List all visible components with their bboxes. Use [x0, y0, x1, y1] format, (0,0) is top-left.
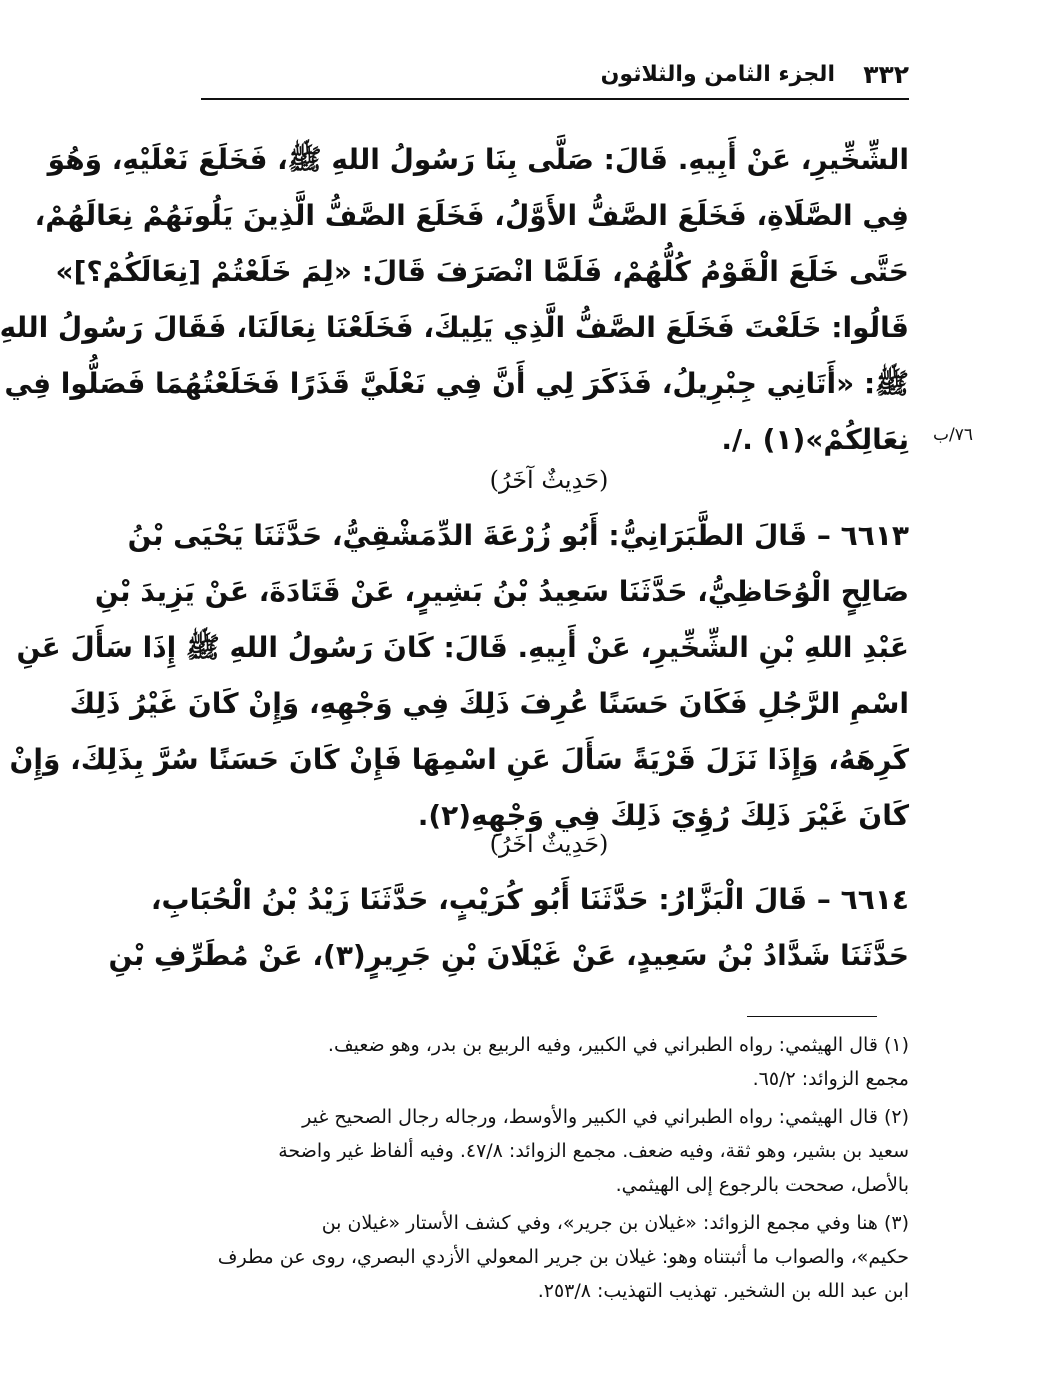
text-line: قَالُوا: خَلَعْتَ فَخَلَعَ الصَّفُّ الَّذِي يَلِيكَ، فَخَلَعْنَا نِعَالَنَا، فَقَالَ رَسُولُ اللهِ	[0, 311, 909, 344]
footnote-line: بالأصل، صححت بالرجوع إلى الهيثمي.	[615, 1174, 909, 1196]
text-line: ﷺ: «أَتَانِي جِبْرِيلُ، فَذَكَرَ لِي أَنَّ فِي نَعْلَيَّ قَذَرًا فَخَلَعْتُهُمَا فَصَلُّوا فِي	[4, 367, 909, 400]
footnote-line: (٣) هنا وفي مجمع الزوائد: «غيلان بن جرير»، وفي كشف الأستار «غيلان بن	[321, 1212, 909, 1234]
hadith-6613	[9, 508, 909, 844]
text-line: صَالِحٍ الْوُحَاظِيُّ، حَدَّثَنَا سَعِيدُ بْنُ بَشِيرٍ، عَنْ قَتَادَةَ، عَنْ يَزِيدَ بْنِ	[94, 575, 909, 608]
footnote-line: حكيم»، والصواب ما أثبتناه وهو: غيلان بن جرير المعولي الأزدي البصري، روى عن مطرف	[217, 1246, 909, 1268]
page-number: ٣٣٢	[863, 60, 909, 89]
running-title: الجزء الثامن والثلاثون	[600, 62, 835, 87]
footnote-line: سعيد بن بشير، وهو ثقة، وفيه ضعف. مجمع الزوائد: ٤٧/٨. وفيه ألفاظ غير واضحة	[278, 1140, 909, 1162]
text-line: كَانَ غَيْرَ ذَلِكَ رُؤِيَ ذَلِكَ فِي وَجْهِهِ(٢).	[417, 799, 909, 832]
section-heading: (حَدِيثٌ آخَرُ)	[489, 466, 609, 494]
text-line: فِي الصَّلَاةِ، فَخَلَعَ الصَّفُّ الأَوَّلُ، فَخَلَعَ الصَّفُّ الَّذِينَ يَلُونَهُمْ نِعَالَهُمْ،	[34, 199, 909, 232]
text-line: اسْمِ الرَّجُلِ فَكَانَ حَسَنًا عُرِفَ ذَلِكَ فِي وَجْهِهِ، وَإِنْ كَانَ غَيْرُ ذَلِكَ	[69, 687, 909, 720]
passage-continued	[0, 132, 909, 468]
section-heading: (حَدِيثٌ آخَرُ)	[489, 830, 609, 858]
page-header	[201, 58, 909, 98]
footnote-line: (٢) قال الهيثمي: رواه الطبراني في الكبير والأوسط، ورجاله رجال الصحيح غير	[302, 1106, 909, 1128]
text-line: عَبْدِ اللهِ بْنِ الشِّخِّيرِ، عَنْ أَبِيهِ. قَالَ: كَانَ رَسُولُ اللهِ ﷺ إِذَا سَأَلَ عَنِ	[16, 631, 909, 664]
footnote-line: ابن عبد الله بن الشخير. تهذيب التهذيب: ٢٥٣/٨.	[537, 1280, 909, 1302]
text-line: الشِّخِّيرِ، عَنْ أَبِيهِ. قَالَ: صَلَّى بِنَا رَسُولُ اللهِ ﷺ، فَخَلَعَ نَعْلَيْهِ، وَهُوَ	[47, 143, 909, 176]
footnote-rule	[747, 1016, 877, 1017]
hadith-6614	[108, 872, 909, 984]
text-line: حَتَّى خَلَعَ الْقَوْمُ كُلُّهُمْ، فَلَمَّا انْصَرَفَ قَالَ: «لِمَ خَلَعْتُمْ [نِعَالَكُمْ؟]»	[55, 255, 909, 288]
text-line: نِعَالِكُمْ»(١) ./.	[721, 423, 909, 456]
header-rule	[201, 98, 909, 100]
text-line: كَرِهَهُ، وَإِذَا نَزَلَ قَرْيَةً سَأَلَ عَنِ اسْمِهَا فَإِنْ كَانَ حَسَنًا سُرَّ بِذَلِكَ، وَإِنْ	[9, 743, 909, 776]
manuscript-folio-marker: ٧٦/ب	[933, 425, 973, 445]
footnotes	[173, 1028, 909, 1308]
text-line: حَدَّثَنَا شَدَّادُ بْنُ سَعِيدٍ، عَنْ غَيْلَانَ بْنِ جَرِيرٍ(٣)، عَنْ مُطَرِّفِ بْنِ	[108, 939, 909, 972]
footnote-line: (١) قال الهيثمي: رواه الطبراني في الكبير، وفيه الربيع بن بدر، وهو ضعيف.	[327, 1034, 909, 1056]
footnote-line: مجمع الزوائد: ٦٥/٢.	[752, 1068, 909, 1090]
text-line: ٦٦١٣ – قَالَ الطَّبَرَانِيُّ: أَبُو زُرْعَةَ الدِّمَشْقِيُّ، حَدَّثَنَا يَحْيَى بْنُ	[127, 519, 909, 552]
text-line: ٦٦١٤ – قَالَ الْبَزَّارُ: حَدَّثَنَا أَبُو كُرَيْبٍ، حَدَّثَنَا زَيْدُ بْنُ الْحُبَابِ،	[150, 883, 909, 916]
